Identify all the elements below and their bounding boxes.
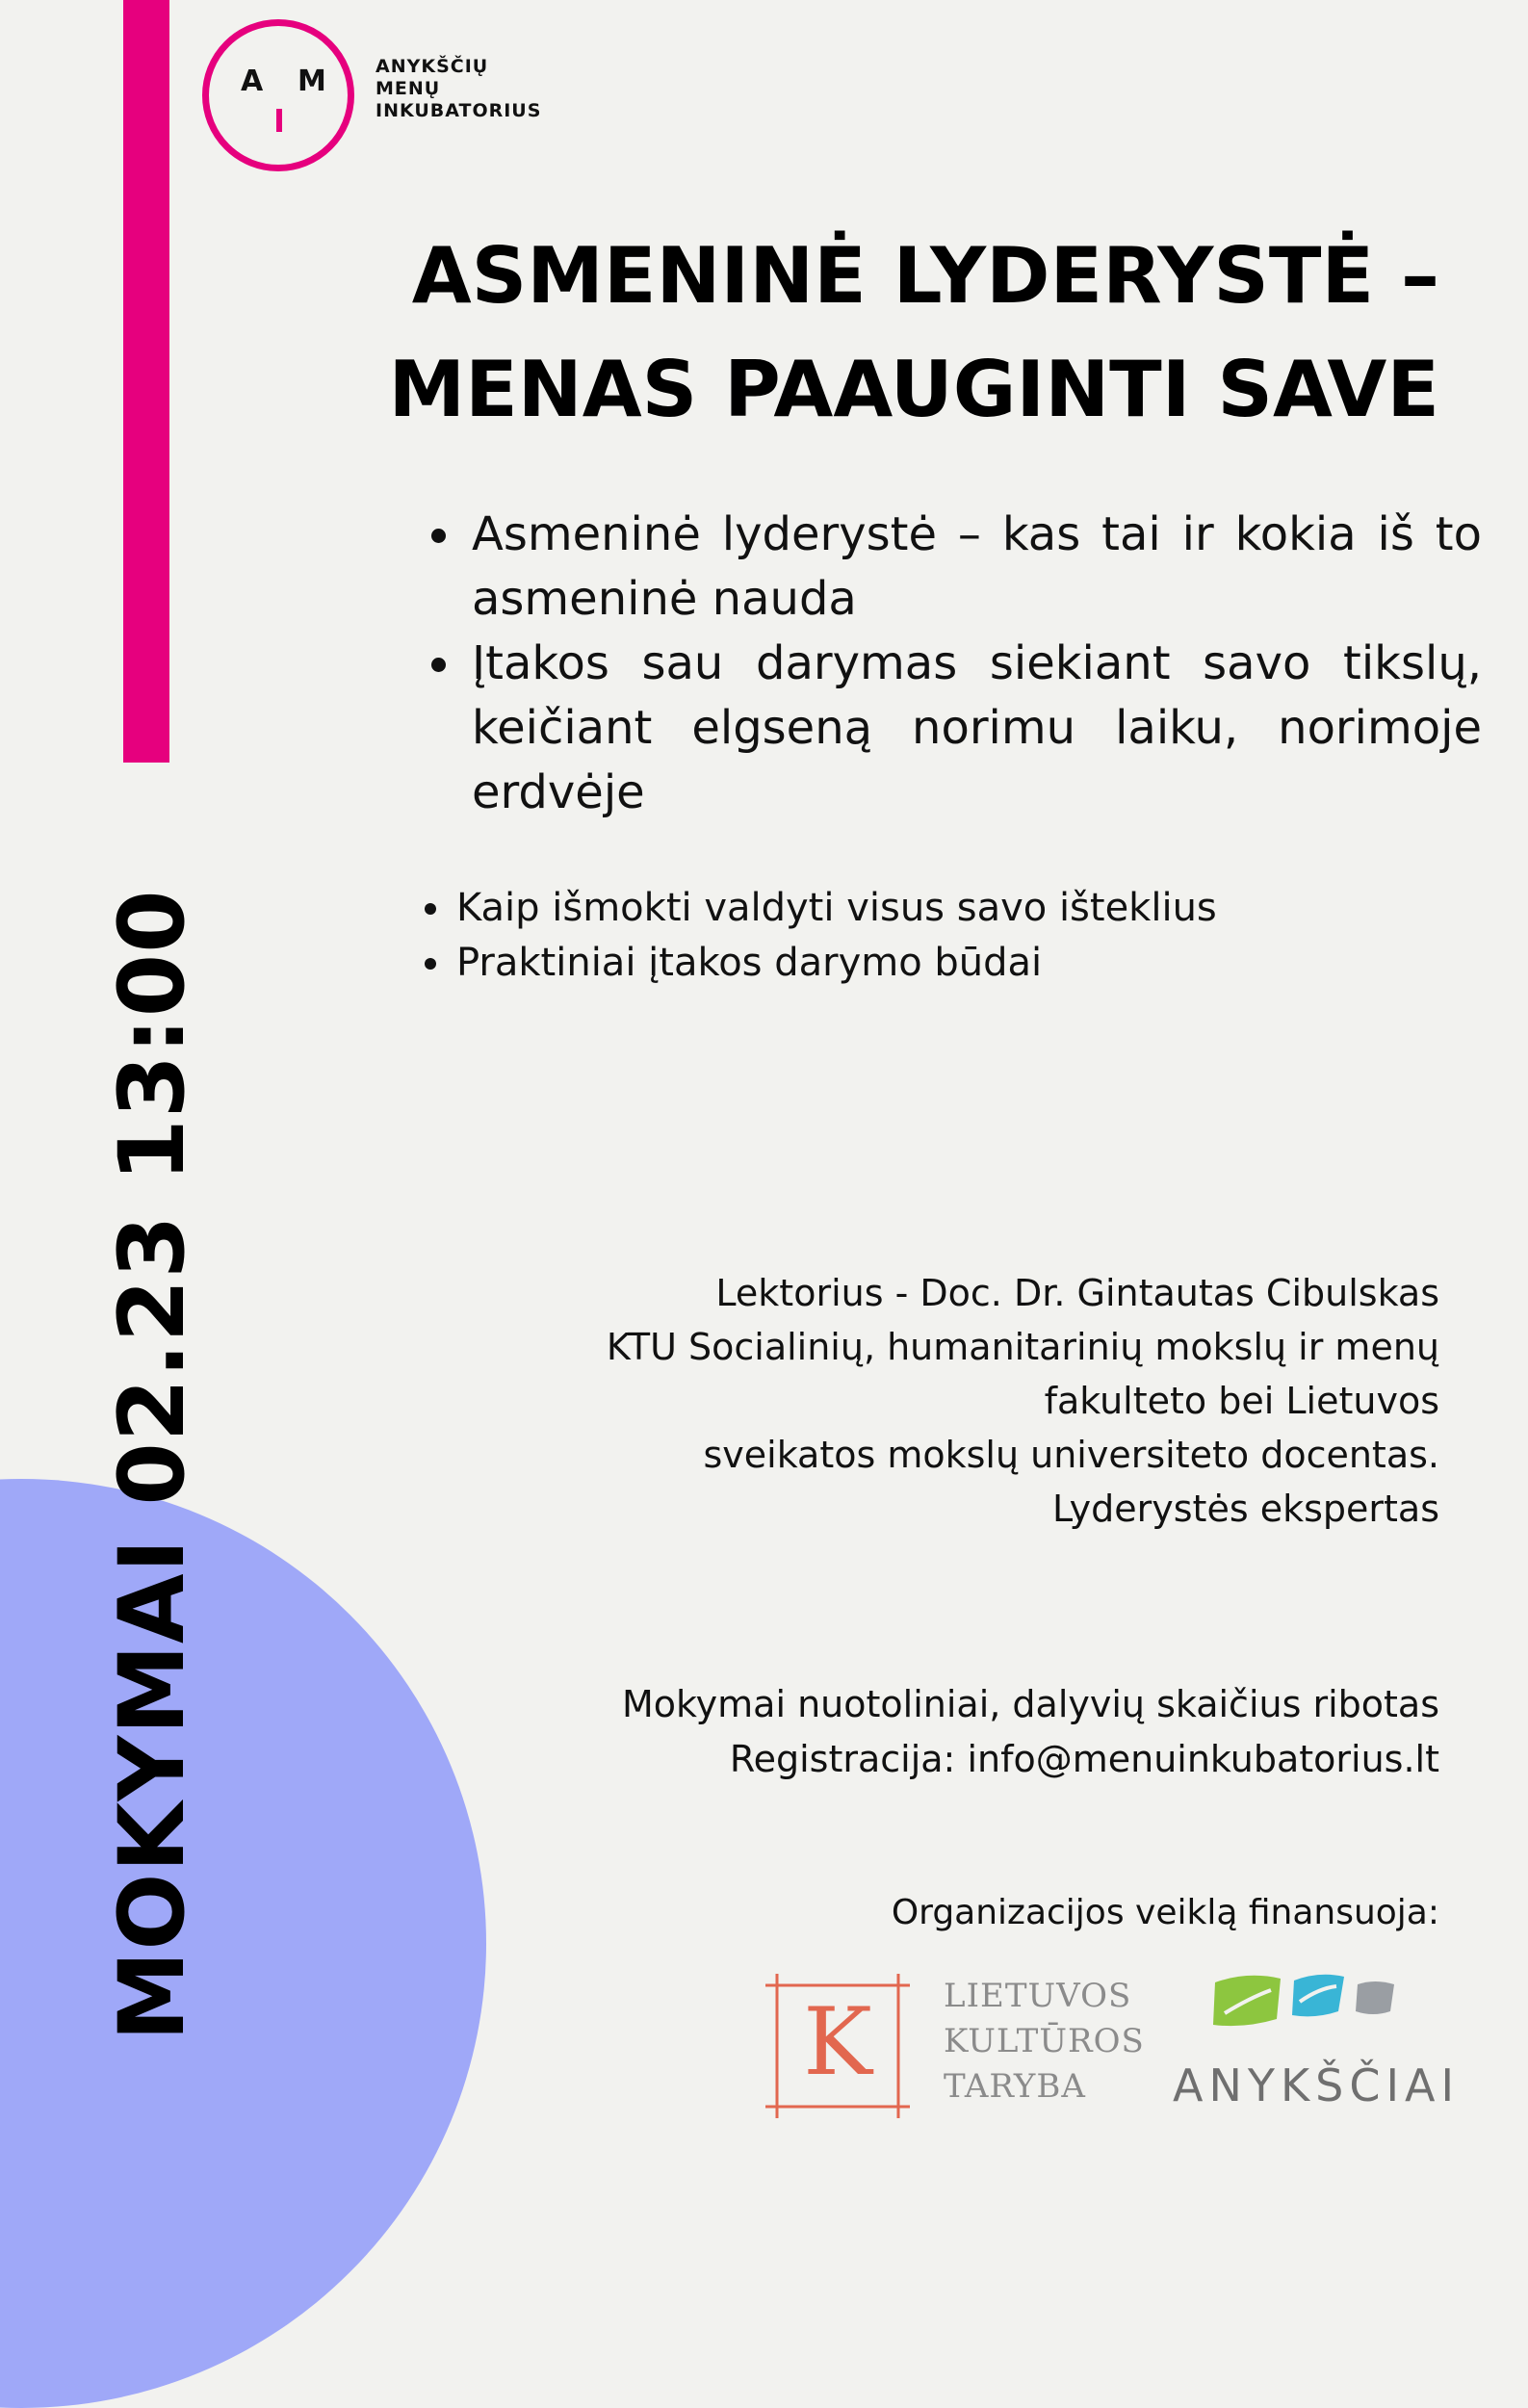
lecturer-line: KTU Socialinių, humanitarinių mokslų ir menų [606,1326,1439,1368]
logo-letter-i [276,109,282,132]
funded-by-label: Organizacijos veiklą finansuoja: [891,1893,1439,1932]
logo-letter-m: M [298,65,326,98]
extra-topics-list [414,881,1417,991]
decorative-circle [0,1479,486,2408]
lkt-name-line: LIETUVOS [944,1977,1132,2015]
lecturer-line: sveikatos mokslų universiteto docentas. [703,1434,1439,1476]
anyksciai-name: ANYKŠČIAI [1173,2059,1461,2111]
lecturer-line: Lyderystės ekspertas [1051,1488,1439,1530]
lecturer-info [607,1266,1439,1536]
side-heading: MOKYMAI 02.23 13:00 [100,889,205,2041]
ami-logo [202,19,354,171]
logo-name-line: INKUBATORIUS [376,100,542,121]
lecturer-line: Lektorius - Doc. Dr. Gintautas Cibulskas [715,1272,1439,1314]
logo-name-line: MENŲ [376,78,441,99]
list-item: • Įtakos sau darymas siekiant savo tikslų, keičiant elgseną norimu laiku, norimoje erdvėje [466,632,1482,825]
title-line-1: ASMENINĖ LYDERYSTĖ – [411,231,1439,321]
lkt-name [944,1974,1145,2110]
logo-letter-a: A [241,65,264,98]
lkt-name-line: KULTŪROS [944,2022,1145,2060]
title-line-2: MENAS PAAUGINTI SAVE [388,345,1439,434]
registration-text: Registracija: info@menuinkubatorius.lt [729,1738,1439,1780]
format-text: Mokymai nuotoliniai, dalyvių skaičius ribotas [621,1683,1439,1725]
list-item: • Praktiniai įtakos darymo būdai [454,936,1417,991]
accent-bar [123,0,169,763]
page-title [389,220,1439,447]
lkt-name-line: TARYBA [944,2067,1086,2106]
logo-name [376,56,541,122]
lkt-logo [765,1974,910,2118]
lecturer-line: fakulteto bei Lietuvos [1044,1380,1439,1422]
event-info [622,1677,1439,1787]
list-item: • Asmeninė lyderystė – kas tai ir kokia iš to asmeninė nauda [466,503,1482,632]
lkt-letter: K [803,1988,872,2096]
list-item: • Kaip išmokti valdyti visus savo išteklius [454,881,1417,936]
logo-name-line: ANYKŠČIŲ [376,56,489,77]
anyksciai-logo-icon [1211,1969,1404,2036]
main-topics-list [424,503,1482,825]
